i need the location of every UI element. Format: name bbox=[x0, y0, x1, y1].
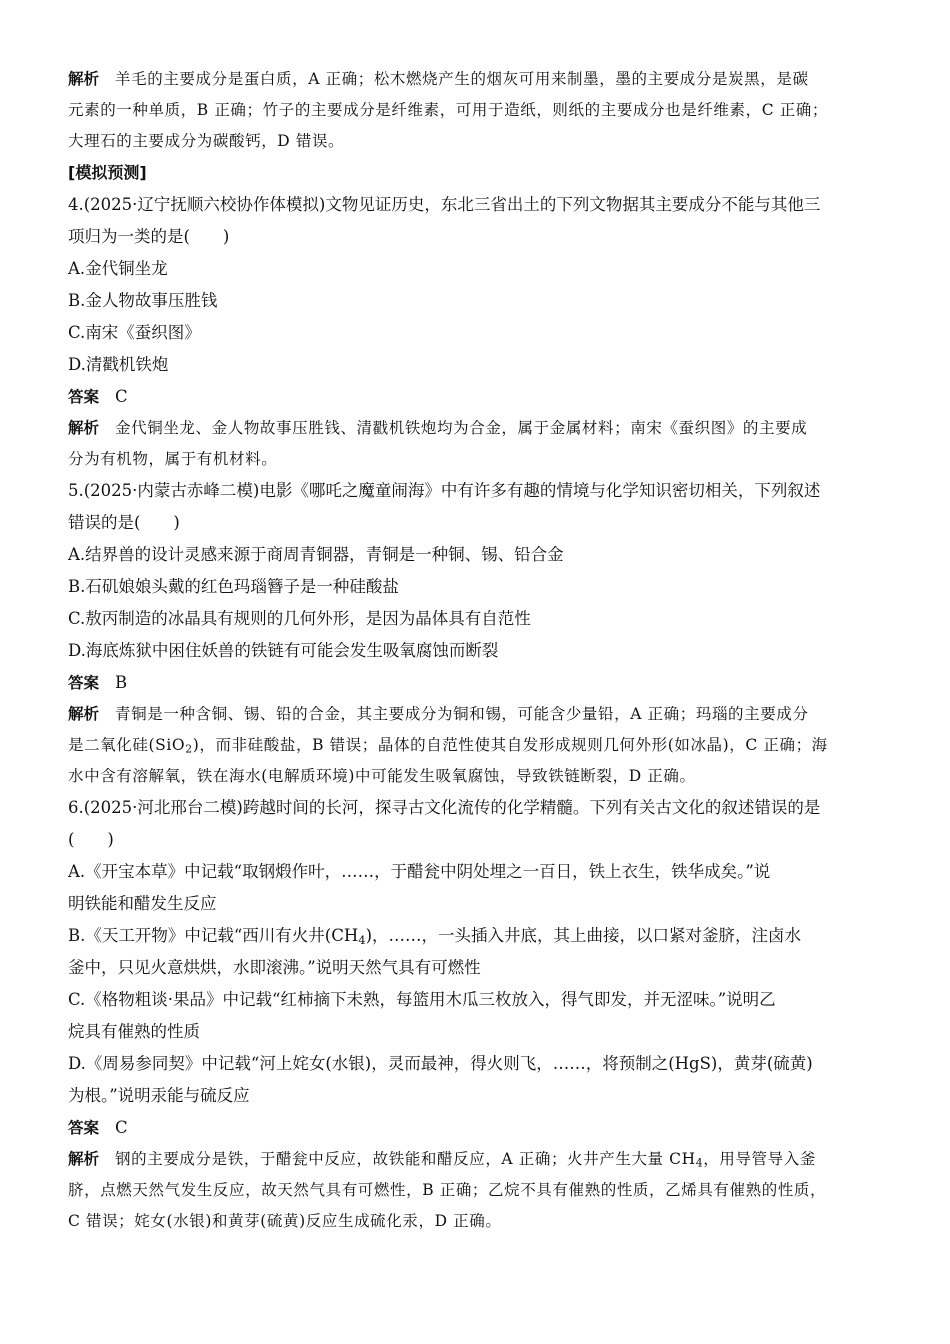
analysis-label: 解析 bbox=[68, 419, 100, 437]
answer-label: 答案 bbox=[68, 388, 100, 406]
q6-option-a: 明铁能和醋发生反应 bbox=[68, 894, 217, 913]
q5-analysis: 解析 青铜是一种含铜、锡、铅的合金，其主要成分为铜和锡，可能含少量铅，A 正确；玛瑙的主要成分 bbox=[68, 705, 809, 723]
q4-analysis: 解析 金代铜坐龙、金人物故事压胜钱、清戳机铁炮均为合金，属于金属材料；南宋《蚕织图》的主要成 bbox=[68, 419, 808, 437]
q6-answer: 答案 C bbox=[68, 1118, 128, 1137]
q6-option-b: B.《天工开物》中记载“西川有火井$(CH_4)$，……，一头插入井底，其上曲接，以口紧对釜脐，注卤水 bbox=[68, 926, 802, 947]
q5-stem: 错误的是( ) bbox=[68, 513, 180, 532]
q4-stem: 项归为一类的是( ) bbox=[68, 227, 230, 246]
q6-option-c: C.《格物粗谈·果品》中记载“红柿摘下未熟，每篮用木瓜三枚放入，得气即发，并无涩味。”说明乙 bbox=[68, 990, 776, 1009]
q6-analysis: C 错误；姹女(水银)和黄芽(硫黄)反应生成硫化汞，D 正确。 bbox=[68, 1212, 502, 1230]
q3-analysis-line: 大理石的主要成分为碳酸钙，D 错误。 bbox=[68, 132, 345, 150]
q5-option-b: B.石矶娘娘头戴的红色玛瑙簪子是一种硅酸盐 bbox=[68, 577, 399, 596]
q6-option-c: 烷具有催熟的性质 bbox=[68, 1022, 200, 1041]
analysis-label: 解析 bbox=[68, 705, 100, 723]
q6-stem: ( ) bbox=[68, 830, 114, 849]
q4-option-a: A.金代铜坐龙 bbox=[68, 259, 168, 278]
q5-analysis: 水中含有溶解氧，铁在海水(电解质环境)中可能发生吸氧腐蚀，导致铁链断裂，D 正确。 bbox=[68, 767, 696, 785]
analysis-label: 解析 bbox=[68, 1150, 100, 1168]
q5-option-c: C.敖丙制造的冰晶具有规则的几何外形，是因为晶体具有自范性 bbox=[68, 609, 531, 628]
q6-option-d: 为根。”说明汞能与硫反应 bbox=[68, 1086, 250, 1105]
answer-label: 答案 bbox=[68, 1119, 100, 1137]
q6-analysis: 解析 钢的主要成分是铁，于醋瓮中反应，故铁能和醋反应，A 正确；火井产生大量 $CH_4$，用导管导入釜 bbox=[68, 1150, 816, 1170]
q6-option-b: 釜中，只见火意烘烘，水即滚沸。”说明天然气具有可燃性 bbox=[68, 958, 481, 977]
page-content bbox=[68, 64, 888, 1237]
q3-analysis-line: 解析 羊毛的主要成分是蛋白质，A 正确；松木燃烧产生的烟灰可用来制墨，墨的主要成分是炭黑，是碳 bbox=[68, 70, 809, 88]
q5-analysis: 是二氧化硅(SiO$_2$)，而非硅酸盐，B 错误；晶体的自范性使其自发形成规则几何外形(如冰晶)，C 正确；海 bbox=[68, 736, 828, 756]
q5-option-d: D.海底炼狱中困住妖兽的铁链有可能会发生吸氧腐蚀而断裂 bbox=[68, 641, 499, 660]
q5-option-a: A.结界兽的设计灵感来源于商周青铜器，青铜是一种铜、锡、铅合金 bbox=[68, 545, 564, 564]
q5-stem: 5.(2025·内蒙古赤峰二模)电影《哪吒之魔童闹海》中有许多有趣的情境与化学知识密切相关，下列叙述 bbox=[68, 481, 821, 500]
q3-analysis-line: 元素的一种单质，B 正确；竹子的主要成分是纤维素，可用于造纸，则纸的主要成分也是纤维素，C 正确； bbox=[68, 101, 829, 119]
q6-analysis: 脐，点燃天然气发生反应，故天然气具有可燃性，B 正确；乙烷不具有催熟的性质，乙烯具有催熟的性质， bbox=[68, 1181, 827, 1199]
q4-option-c: C.南宋《蚕织图》 bbox=[68, 323, 201, 342]
q4-analysis: 分为有机物，属于有机材料。 bbox=[68, 450, 278, 468]
q6-option-d: D.《周易参同契》中记载“河上姹女(水银)，灵而最神，得火则飞，……，将预制之(HgS)，黄芽(硫黄) bbox=[68, 1054, 813, 1073]
analysis-label: 解析 bbox=[68, 70, 100, 88]
q4-stem: 4.(2025·辽宁抚顺六校协作体模拟)文物见证历史，东北三省出土的下列文物据其主要成分不能与其他三 bbox=[68, 195, 821, 214]
q6-stem: 6.(2025·河北邢台二模)跨越时间的长河，探寻古文化流传的化学精髓。下列有关古文化的叙述错误的是 bbox=[68, 798, 821, 817]
q6-option-a: A.《开宝本草》中记载“取钢煅作叶，……，于醋瓮中阴处埋之一百日，铁上衣生，铁华成矣。”说 bbox=[68, 862, 771, 881]
q4-option-d: D.清戳机铁炮 bbox=[68, 355, 169, 374]
q4-answer: 答案 C bbox=[68, 387, 128, 406]
q5-answer: 答案 B bbox=[68, 673, 128, 692]
q4-option-b: B.金人物故事压胜钱 bbox=[68, 291, 218, 310]
answer-label: 答案 bbox=[68, 674, 100, 692]
section-title: [模拟预测] bbox=[68, 163, 147, 182]
